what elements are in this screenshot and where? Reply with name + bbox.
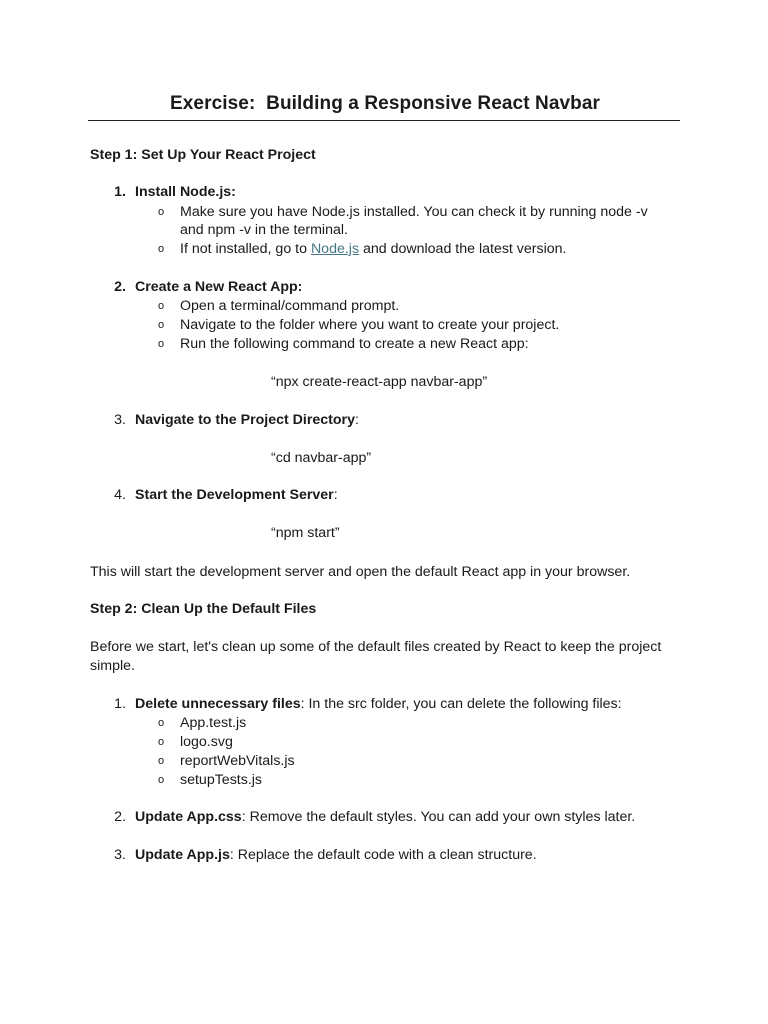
file-item: setupTests.js bbox=[180, 772, 263, 788]
step2-item3-text: : Replace the default code with a clean structure. bbox=[229, 847, 537, 863]
step2-item2-label: Update App.css bbox=[135, 809, 242, 825]
step1-item3-label: Navigate to the Project Directory bbox=[135, 412, 355, 428]
step1-item1-number: 1. bbox=[114, 184, 126, 200]
step2-heading: Step 2: Clean Up the Default Files bbox=[90, 601, 317, 617]
step2-intro-line1: Before we start, let's clean up some of the default files created by React to keep the project bbox=[90, 639, 662, 655]
step1-item4-suffix: : bbox=[333, 487, 338, 503]
step1-closing: This will start the development server and open the default React app in your browser. bbox=[90, 564, 631, 580]
bullet-icon: o bbox=[158, 338, 165, 350]
step1-item3-command: “cd navbar-app” bbox=[271, 450, 372, 466]
step1-item1-label: Install Node.js: bbox=[135, 184, 236, 200]
step2-item2-text: : Remove the default styles. You can add your own styles later. bbox=[241, 809, 636, 825]
step2-item3-label: Update App.js bbox=[135, 847, 230, 863]
step1-item2-label: Create a New React App: bbox=[135, 279, 303, 295]
bullet-icon: o bbox=[158, 755, 165, 767]
step2-item1-text: : In the src folder, you can delete the following files: bbox=[300, 696, 622, 712]
step1-item3-number: 3. bbox=[114, 412, 126, 428]
step1-item3-suffix: : bbox=[354, 412, 359, 428]
step2-item2 bbox=[135, 808, 635, 827]
file-item: reportWebVitals.js bbox=[180, 753, 295, 769]
step1-item1-bullet1-line2: and npm -v in the terminal. bbox=[180, 222, 348, 238]
step1-item1-bullet2 bbox=[180, 240, 566, 259]
bullet-icon: o bbox=[158, 206, 165, 218]
step2-item2-number: 2. bbox=[114, 809, 126, 825]
step2-item1-number: 1. bbox=[114, 696, 126, 712]
bullet-icon: o bbox=[158, 243, 165, 255]
step2-intro-line2: simple. bbox=[90, 658, 135, 674]
file-item: App.test.js bbox=[180, 715, 247, 731]
step1-item4-label: Start the Development Server bbox=[135, 487, 334, 503]
step1-item4-number: 4. bbox=[114, 487, 126, 503]
file-item: logo.svg bbox=[180, 734, 233, 750]
bullet-icon: o bbox=[158, 717, 165, 729]
nodejs-link[interactable]: Node.js bbox=[310, 241, 360, 257]
step2-item3 bbox=[135, 846, 537, 865]
title-underline bbox=[88, 120, 680, 121]
step1-item2-bullet1: Open a terminal/command prompt. bbox=[180, 298, 400, 314]
page-title: Exercise: Building a Responsive React Navbar bbox=[169, 93, 601, 114]
step1-item2-bullet2: Navigate to the folder where you want to create your project. bbox=[180, 317, 560, 333]
step1-item1-bullet1-line1: Make sure you have Node.js installed. You can check it by running node -v bbox=[180, 204, 648, 220]
step2-item1 bbox=[135, 695, 622, 714]
step1-item1-bullet2-post: and download the latest version. bbox=[359, 241, 567, 257]
bullet-icon: o bbox=[158, 736, 165, 748]
bullet-icon: o bbox=[158, 319, 165, 331]
step1-item2-bullet3: Run the following command to create a new React app: bbox=[180, 336, 529, 352]
step1-item3 bbox=[135, 411, 359, 430]
step2-item3-number: 3. bbox=[114, 847, 126, 863]
step1-item1-bullet2-pre: If not installed, go to bbox=[180, 241, 311, 257]
step1-item2-number: 2. bbox=[114, 279, 126, 295]
step1-heading: Step 1: Set Up Your React Project bbox=[90, 147, 316, 163]
bullet-icon: o bbox=[158, 300, 165, 312]
step1-item4 bbox=[135, 486, 338, 505]
bullet-icon: o bbox=[158, 774, 165, 786]
step1-item2-command: “npx create-react-app navbar-app” bbox=[271, 374, 488, 390]
step1-item4-command: “npm start” bbox=[271, 525, 340, 541]
step2-item1-label: Delete unnecessary files bbox=[135, 696, 301, 712]
